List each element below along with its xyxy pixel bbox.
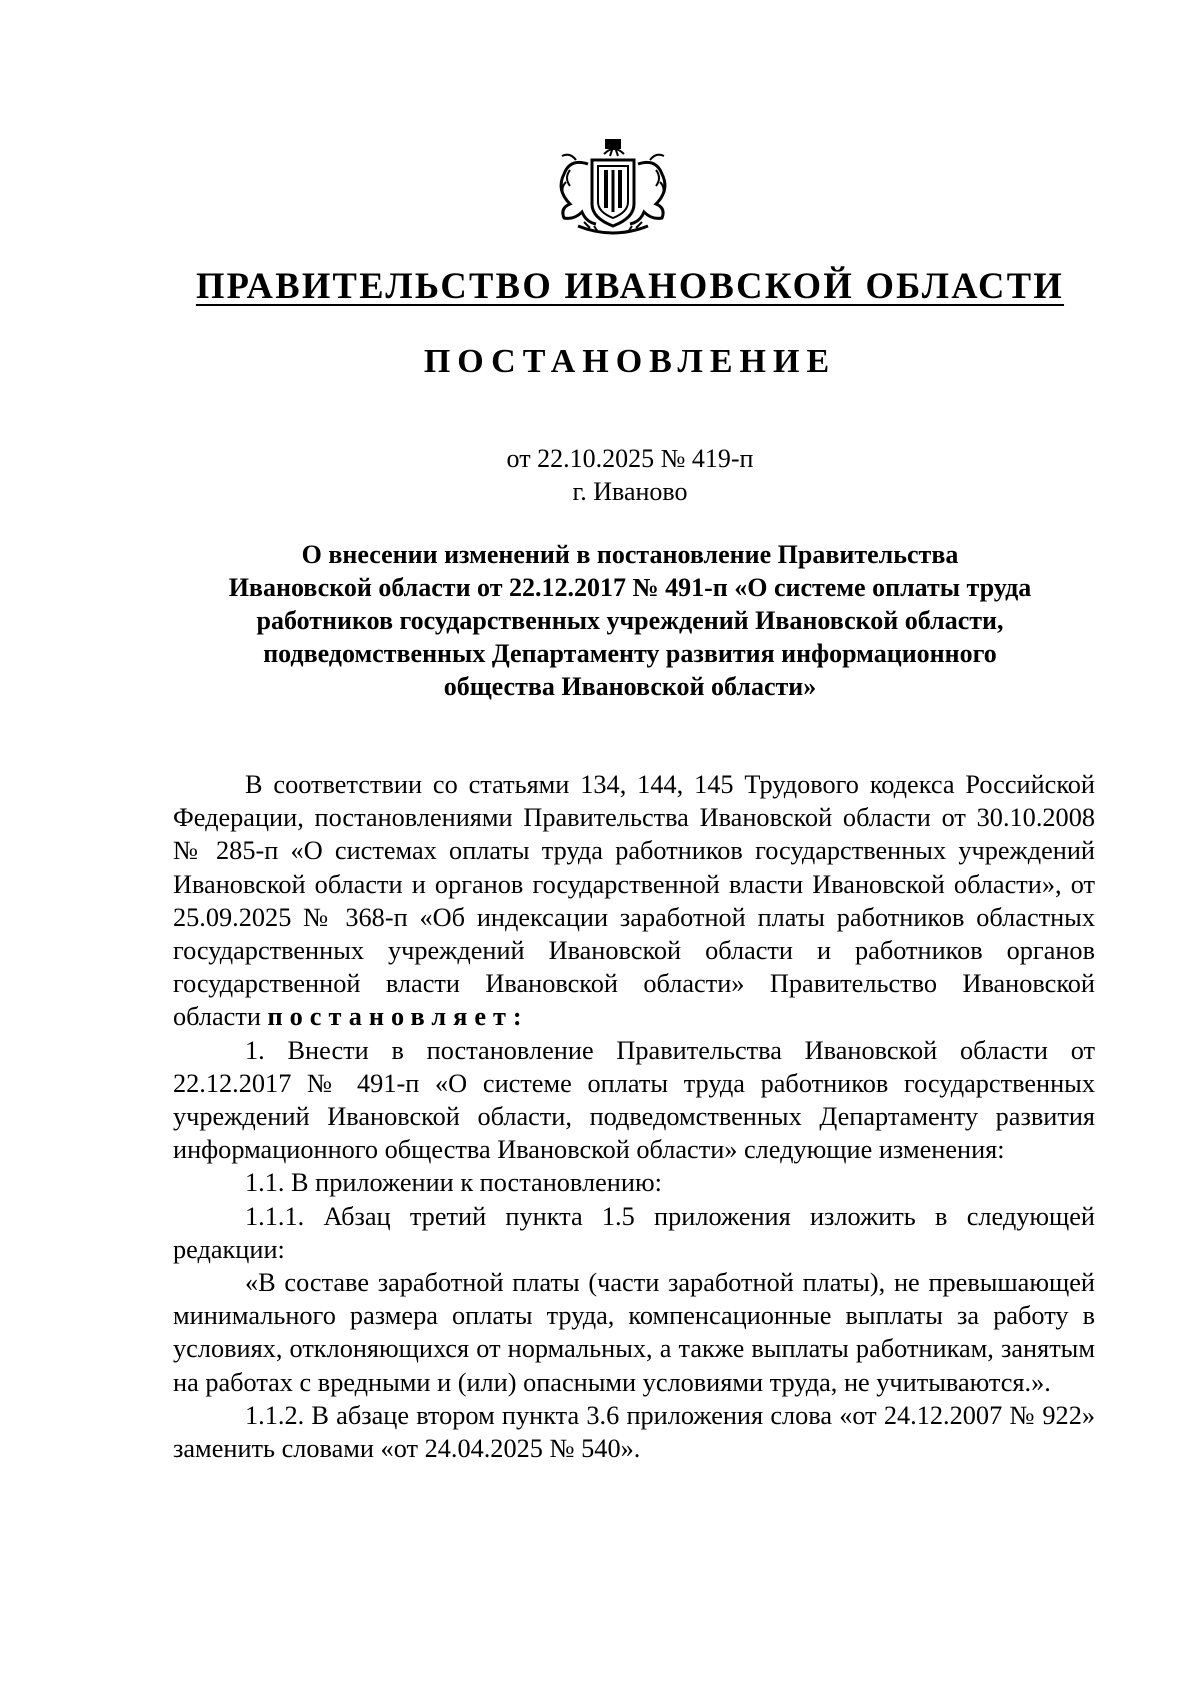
document-city: г. Иваново [572,477,688,506]
subject-line: общества Ивановской области» [443,672,817,701]
authority-title-text: ПРАВИТЕЛЬСТВО ИВАНОВСКОЙ ОБЛАСТИ [195,265,1065,306]
document-subject [170,538,1090,703]
body-paragraph: 1.1.2. В абзаце втором пункта 3.6 приложения слова «от 24.12.2007 № 922» заменить словами «от 24.04.2025 № 540». [173,1400,1095,1464]
coat-of-arms-emblem [548,130,678,240]
subject-line: О внесении изменений в постановление Правительства [301,540,959,569]
subject-line: подведомственных Департаменту развития информационного [263,639,997,668]
document-date-number: от 22.10.2025 № 419-п [506,444,754,473]
body-paragraph: 1.1. В приложении к постановлению: [245,1168,662,1198]
document-body [173,768,1095,1465]
preamble-paragraph [173,768,1095,1034]
body-paragraph: 1.1.1. Абзац третий пункта 1.5 приложения изложить в следующей редакции: [173,1201,1095,1264]
body-paragraph: «В составе заработной платы (части заработной платы), не превышающей минимального размера оплаты труда, компенсационные выплаты за работу в условиях, отклоняющихся от нормальных, а также выплаты работникам, занятым на работах с вредными и (или) опасными условиями труда, не учитываются.». [173,1268,1095,1397]
document-meta [0,442,1200,508]
resolves-keyword: постановляет: [267,1002,529,1032]
subject-line: Ивановской области от 22.12.2017 № 491-п «О системе оплаты труда [228,573,1032,602]
subject-line: работников государственных учреждений Ивановской области, [256,606,1004,635]
authority-title [0,262,1200,310]
preamble-text: В соответствии со статьями 134, 144, 145 Трудового кодекса Российской Федерации, постановлениями Правительства Ивановской области от 30.10.2008 № 285-п «О системах оплаты труда работников государственных учреждений Ивановской области и органов государственной власти Ивановской области», от 25.09.2025 № 368-п «Об индексации заработной платы работников областных государственных учреждений Ивановской области и работников органов государственной власти Ивановской области» Правительство Ивановской области [173,770,1095,1032]
document-type-title: ПОСТАНОВЛЕНИЕ [423,343,837,380]
body-paragraph: 1. Внести в постановление Правительства Ивановской области от 22.12.2017 № 491-п «О системе оплаты труда работников государственных учреждений Ивановской области, подведомственных Департаменту развития информационного общества Ивановской области» следующие изменения: [173,1035,1095,1165]
